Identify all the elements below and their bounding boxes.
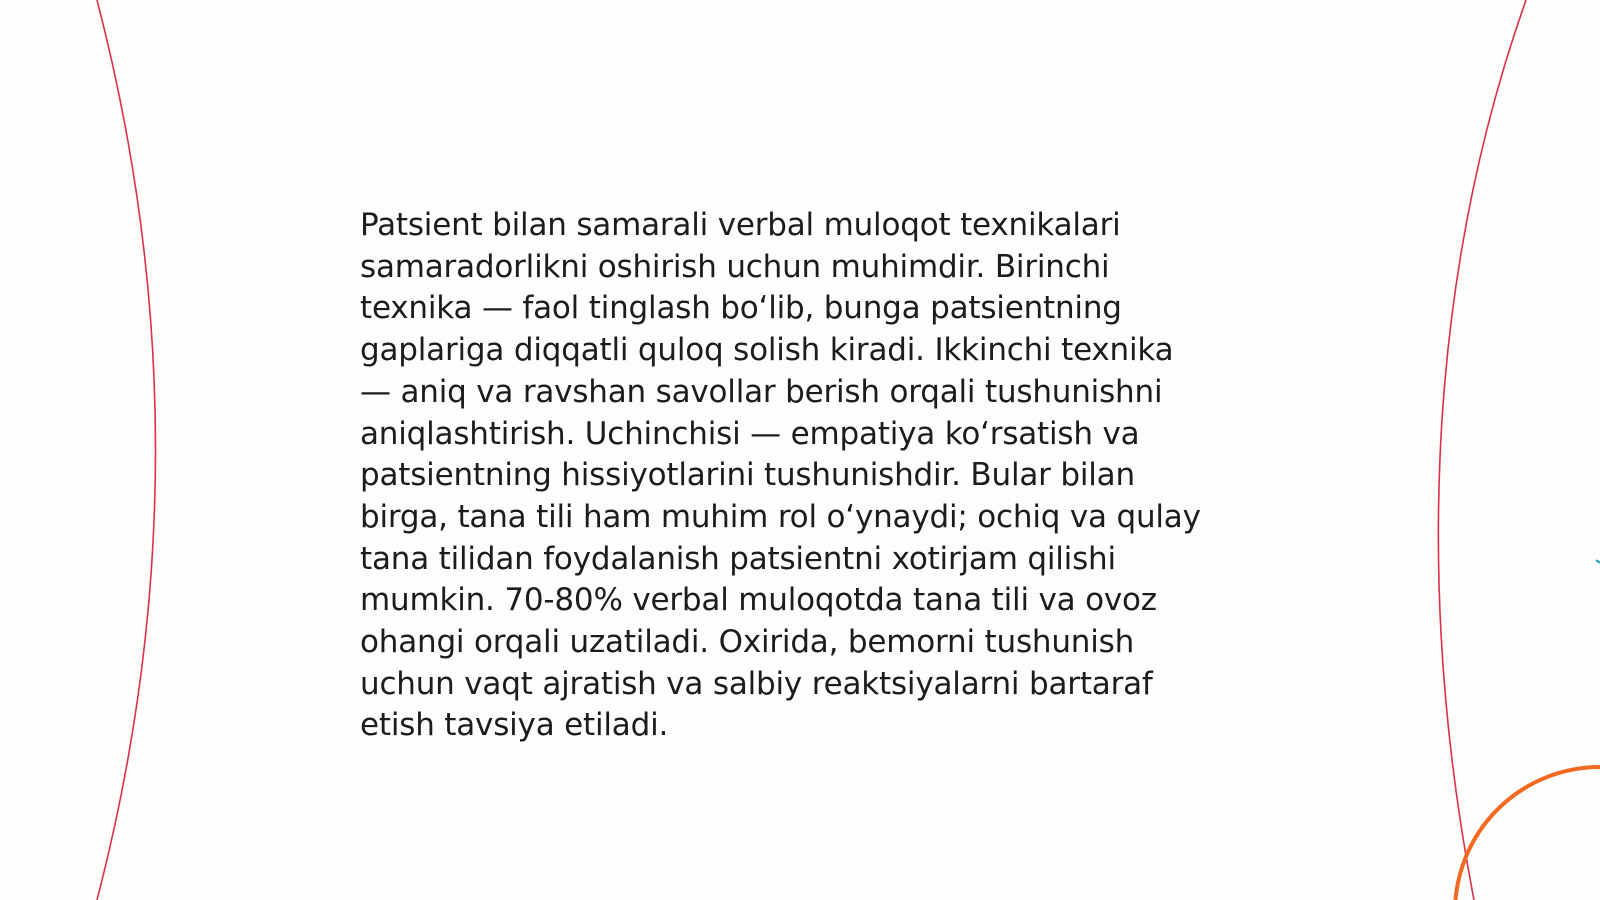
orange-arc [1455,767,1600,900]
paragraph-line: gaplariga diqqatli quloq solish kiradi. Ikkinchi texnika [360,332,1174,369]
left-curve [97,0,156,900]
paragraph-line: tana tilidan foydalanish patsientni xotirjam qilishi [360,540,1116,577]
paragraph-line: ohangi orqali uzatiladi. Oxirida, bemorni tushunish [360,624,1135,661]
paragraph-line: birga, tana tili ham muhim rol o‘ynaydi; ochiq va qulay [360,498,1201,535]
paragraph-line: uchun vaqt ajratish va salbiy reaktsiyalarni bartaraf [360,665,1153,702]
paragraph-line: Patsient bilan samarali verbal muloqot texnikalari [360,207,1121,243]
body-paragraph [360,205,1260,747]
paragraph-line: patsientning hissiyotlarini tushunishdir. Bular bilan [360,457,1135,494]
teal-accent-mark [1596,560,1600,563]
paragraph-line: aniqlashtirish. Uchinchisi — empatiya ko‘rsatish va [360,415,1140,452]
paragraph-line: samaradorlikni oshirish uchun muhimdir. Birinchi [360,248,1110,285]
paragraph-line: — aniq va ravshan savollar berish orqali tushunishni [360,373,1163,410]
paragraph-line: mumkin. 70-80% verbal muloqotda tana tili va ovoz [360,582,1157,619]
right-curve [1438,0,1526,900]
paragraph-line: texnika — faol tinglash bo‘lib, bunga patsientning [360,290,1122,327]
paragraph-line: etish tavsiya etiladi. [360,707,669,744]
